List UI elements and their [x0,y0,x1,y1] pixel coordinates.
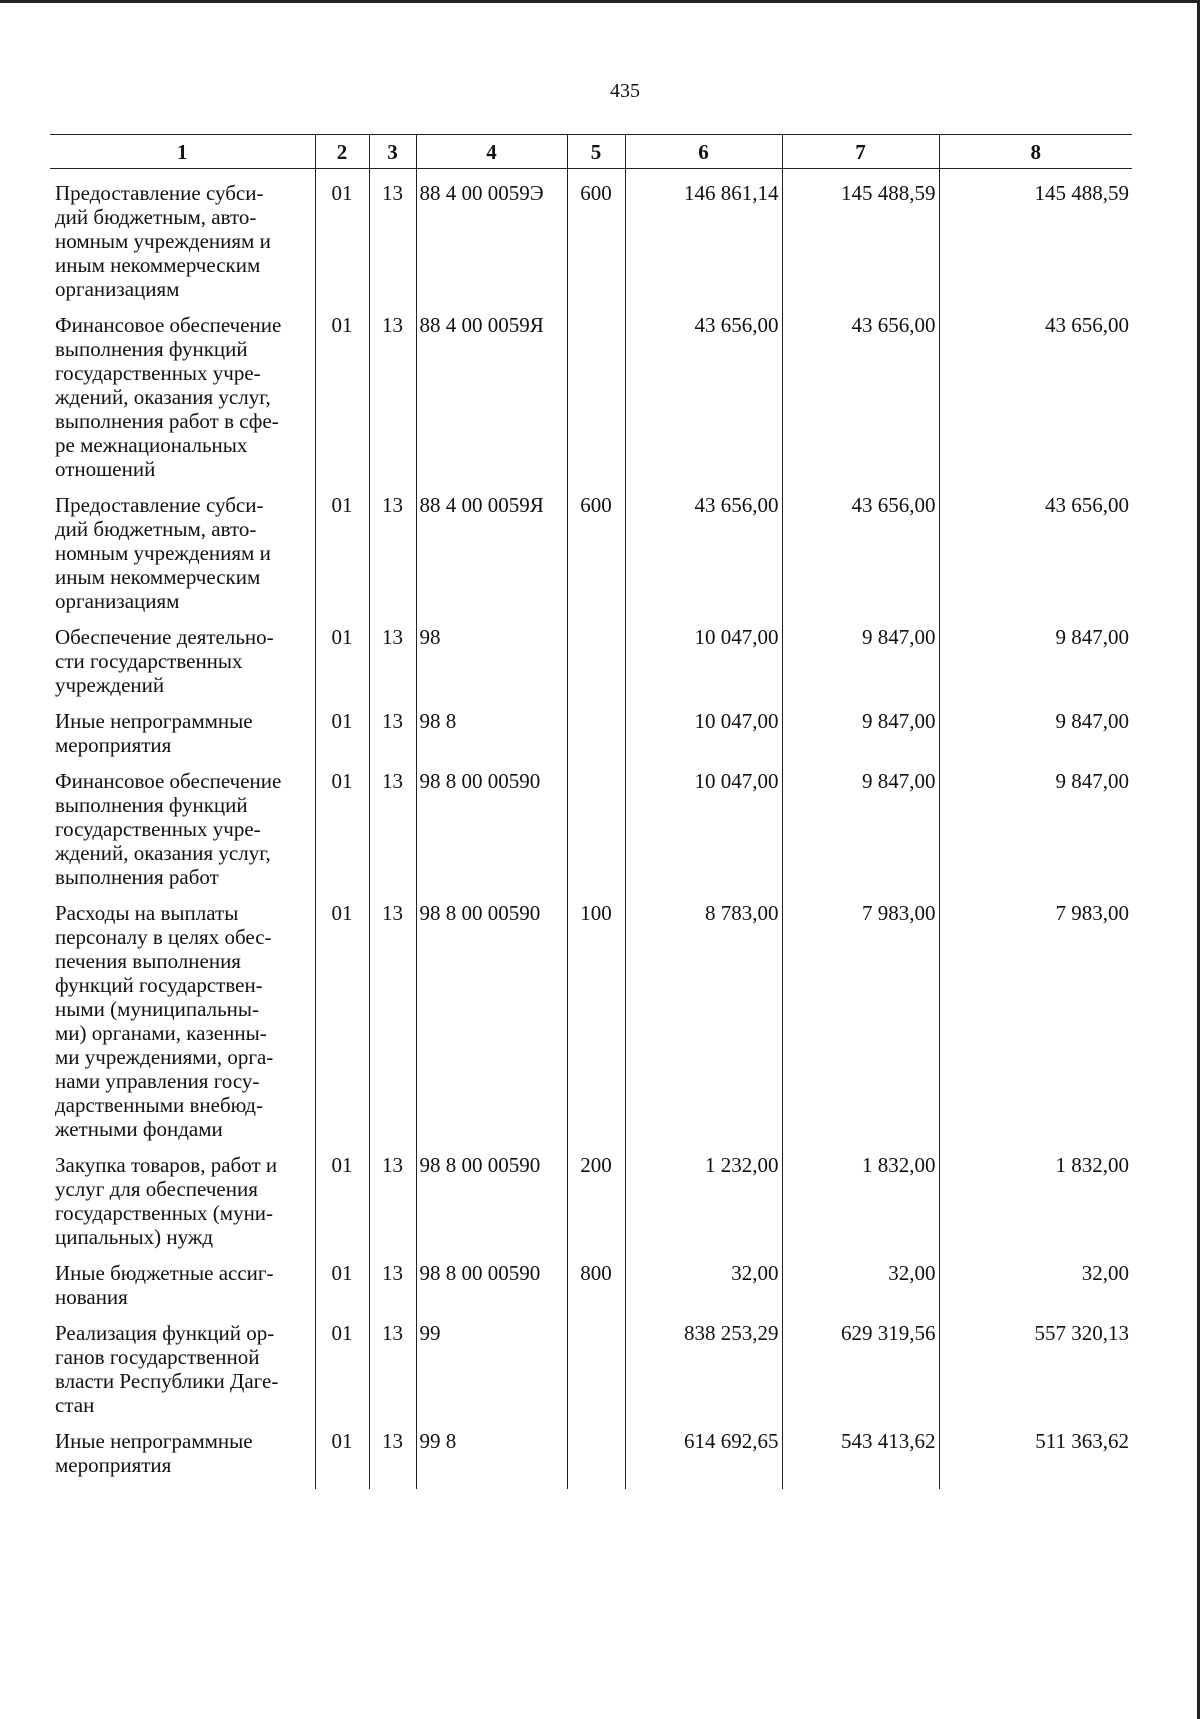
amount-col-6: 43 656,00 [625,481,782,613]
target-article-code: 98 8 00 00590 [416,1141,567,1249]
table-row [50,169,1132,302]
subsection-code: 13 [369,481,416,613]
target-article-code: 98 8 00 00590 [416,757,567,889]
expense-type-code: 800 [567,1249,625,1309]
section-code: 01 [315,613,369,697]
column-header: 6 [625,135,782,169]
amount-col-6: 8 783,00 [625,889,782,1141]
amount-col-6: 10 047,00 [625,757,782,889]
subsection-code: 13 [369,757,416,889]
target-article-code: 99 8 [416,1417,567,1489]
expense-item-name: Иные непрограммные мероприятия [50,697,315,757]
table-row [50,481,1132,613]
subsection-code: 13 [369,889,416,1141]
subsection-code: 13 [369,1417,416,1489]
scan-border-top [0,0,1200,3]
amount-col-7: 1 832,00 [782,1141,939,1249]
expense-type-code [567,301,625,481]
table-row [50,613,1132,697]
amount-col-6: 1 232,00 [625,1141,782,1249]
amount-col-8: 9 847,00 [939,697,1132,757]
amount-col-8: 9 847,00 [939,757,1132,889]
amount-col-8: 32,00 [939,1249,1132,1309]
table-row [50,1309,1132,1417]
amount-col-6: 10 047,00 [625,613,782,697]
target-article-code: 98 [416,613,567,697]
amount-col-7: 543 413,62 [782,1417,939,1489]
amount-col-7: 145 488,59 [782,169,939,302]
expense-item-name: Расходы на выплаты персоналу в целях обес- печения выполнения функций государствен- ными (муниципальны- ми) органами, казенны- ми учреждениями, орга- нами управления госу- дарственными внебюд- жетными фондами [50,889,315,1141]
subsection-code: 13 [369,1141,416,1249]
subsection-code: 13 [369,1249,416,1309]
target-article-code: 88 4 00 0059Э [416,169,567,302]
expense-type-code: 600 [567,481,625,613]
expense-type-code: 600 [567,169,625,302]
section-code: 01 [315,1249,369,1309]
amount-col-8: 9 847,00 [939,613,1132,697]
expense-item-name: Иные непрограммные мероприятия [50,1417,315,1489]
amount-col-7: 629 319,56 [782,1309,939,1417]
table-row [50,697,1132,757]
expense-type-code [567,697,625,757]
expense-item-name: Закупка товаров, работ и услуг для обеспечения государственных (муни- ципальных) нужд [50,1141,315,1249]
expense-item-name: Предоставление субси- дий бюджетным, авто- номным учреждениям и иным некоммерческим организациям [50,481,315,613]
expense-type-code [567,613,625,697]
expense-item-name: Финансовое обеспечение выполнения функций государственных учре- ждений, оказания услуг, выполнения работ [50,757,315,889]
budget-table [50,134,1132,1489]
section-code: 01 [315,1141,369,1249]
section-code: 01 [315,1417,369,1489]
table-row [50,757,1132,889]
amount-col-8: 1 832,00 [939,1141,1132,1249]
expense-type-code: 200 [567,1141,625,1249]
target-article-code: 98 8 [416,697,567,757]
amount-col-8: 511 363,62 [939,1417,1132,1489]
column-header: 5 [567,135,625,169]
table-row [50,889,1132,1141]
amount-col-8: 145 488,59 [939,169,1132,302]
table-row [50,1141,1132,1249]
amount-col-7: 32,00 [782,1249,939,1309]
section-code: 01 [315,169,369,302]
expense-type-code: 100 [567,889,625,1141]
column-header: 1 [50,135,315,169]
table-row [50,301,1132,481]
expense-item-name: Иные бюджетные ассиг- нования [50,1249,315,1309]
table-row [50,1417,1132,1489]
amount-col-8: 7 983,00 [939,889,1132,1141]
section-code: 01 [315,889,369,1141]
amount-col-8: 43 656,00 [939,481,1132,613]
amount-col-6: 32,00 [625,1249,782,1309]
amount-col-7: 7 983,00 [782,889,939,1141]
subsection-code: 13 [369,1309,416,1417]
column-header: 4 [416,135,567,169]
amount-col-7: 43 656,00 [782,301,939,481]
table-row [50,1249,1132,1309]
amount-col-8: 557 320,13 [939,1309,1132,1417]
column-header: 7 [782,135,939,169]
expense-item-name: Реализация функций ор- ганов государственной власти Республики Даге- стан [50,1309,315,1417]
subsection-code: 13 [369,697,416,757]
expense-item-name: Обеспечение деятельно- сти государственных учреждений [50,613,315,697]
expense-type-code [567,1309,625,1417]
expense-item-name: Предоставление субси- дий бюджетным, авто- номным учреждениям и иным некоммерческим организациям [50,169,315,302]
subsection-code: 13 [369,169,416,302]
page-number: 435 [610,80,640,102]
section-code: 01 [315,301,369,481]
amount-col-7: 9 847,00 [782,613,939,697]
amount-col-6: 43 656,00 [625,301,782,481]
target-article-code: 88 4 00 0059Я [416,481,567,613]
amount-col-7: 43 656,00 [782,481,939,613]
target-article-code: 98 8 00 00590 [416,1249,567,1309]
amount-col-8: 43 656,00 [939,301,1132,481]
amount-col-6: 146 861,14 [625,169,782,302]
expense-type-code [567,1417,625,1489]
section-code: 01 [315,697,369,757]
amount-col-6: 10 047,00 [625,697,782,757]
amount-col-7: 9 847,00 [782,757,939,889]
amount-col-6: 614 692,65 [625,1417,782,1489]
amount-col-6: 838 253,29 [625,1309,782,1417]
section-code: 01 [315,1309,369,1417]
expense-type-code [567,757,625,889]
amount-col-7: 9 847,00 [782,697,939,757]
column-header: 8 [939,135,1132,169]
subsection-code: 13 [369,301,416,481]
target-article-code: 98 8 00 00590 [416,889,567,1141]
column-header: 3 [369,135,416,169]
target-article-code: 99 [416,1309,567,1417]
column-header: 2 [315,135,369,169]
expense-item-name: Финансовое обеспечение выполнения функций государственных учре- ждений, оказания услуг, выполнения работ в сфе- ре межнациональных отношений [50,301,315,481]
section-code: 01 [315,481,369,613]
target-article-code: 88 4 00 0059Я [416,301,567,481]
subsection-code: 13 [369,613,416,697]
table-header-row [50,135,1132,169]
section-code: 01 [315,757,369,889]
